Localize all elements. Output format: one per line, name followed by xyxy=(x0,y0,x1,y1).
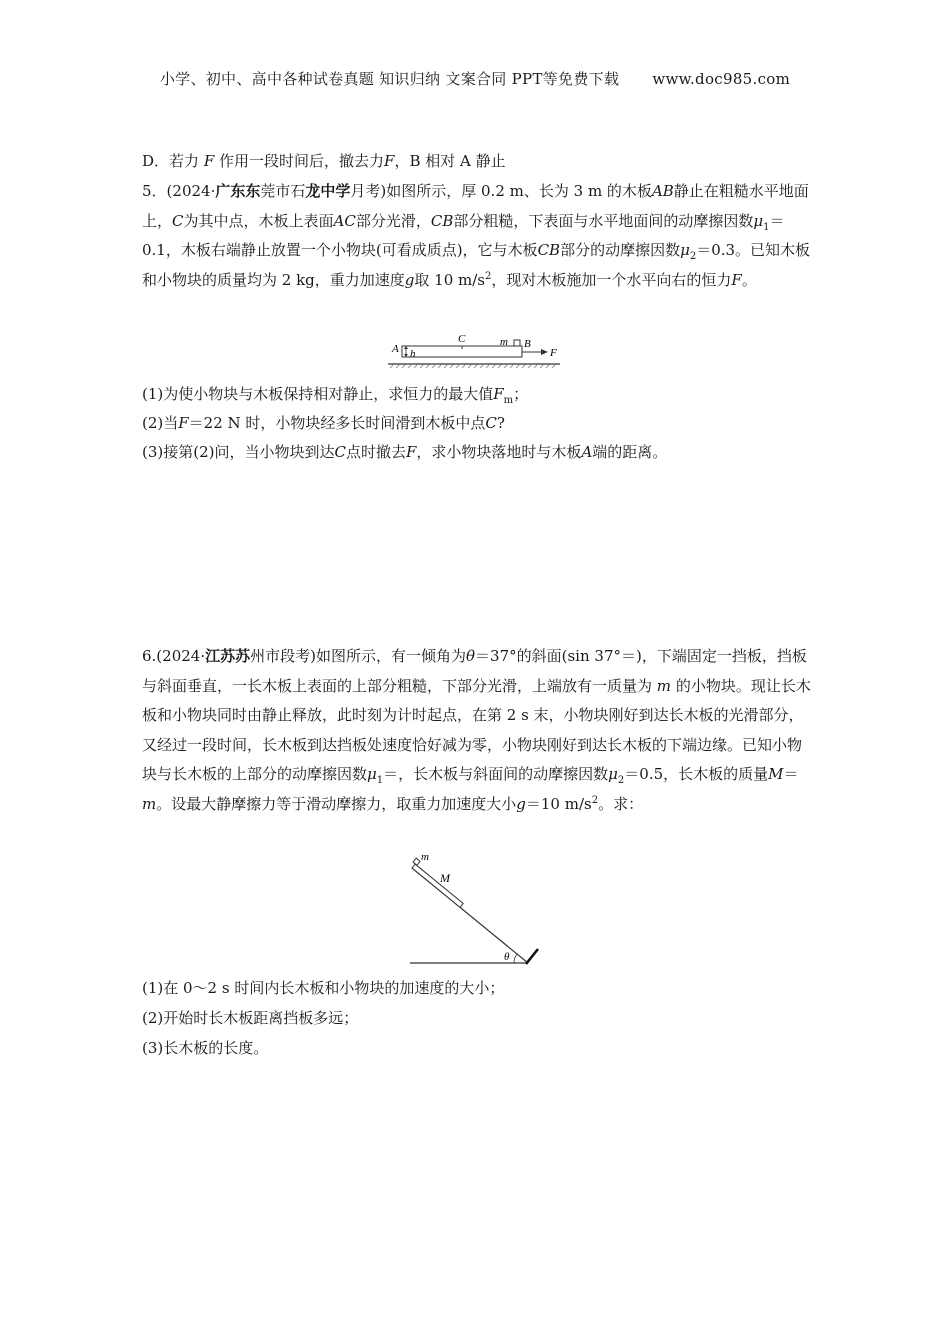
incline-diagram xyxy=(400,848,550,968)
header-text: 小学、初中、高中各种试卷真题 知识归纳 文案合同 PPT等免费下载 xyxy=(159,70,620,88)
question-5-stem: 5．(2024·广东东莞市石龙中学月考)如图所示，厚 0.2 m、长为 3 m 的木板AB静止在粗糙水平地面上，C为其中点，木板上表面AC部分光滑，CB部分粗糙，下表面与水平地面间的动摩擦因数$\mu_1=0.1$，木板右端静止放置一个小物块(可看成质点)，它与木板CB部分的动摩擦因数$\mu_2=0.3$。已知木板和小物块的质量均为 2 kg，重力加速度g取 10 $m/s^2$，现对木板施加一个水平向右的恒力F。 xyxy=(142,182,811,289)
question-5-sub-1: (1)为使小物块与木板保持相对静止，求恒力的最大值$F_m$； xyxy=(142,385,529,406)
force-arrow-head xyxy=(541,349,548,355)
page-header xyxy=(0,68,950,89)
question-6-sub-3: (3)长木板的长度。 xyxy=(142,1039,269,1057)
long-plank xyxy=(412,864,463,907)
ground-hatch xyxy=(390,364,556,368)
option-d: D．若力 F 作用一段时间后，撤去力F，B 相对 A 静止 xyxy=(142,152,506,170)
question-5-sub-2: (2)当F＝22 N 时，小物块经多长时间滑到木板中点C? xyxy=(142,414,505,432)
label-m: m xyxy=(500,336,508,348)
question-6-sub-2: (2)开始时长木板距离挡板多远； xyxy=(142,1009,359,1027)
label-C: C xyxy=(458,333,466,345)
label-B: B xyxy=(524,338,531,350)
block-m xyxy=(413,858,420,865)
label-A: A xyxy=(392,343,399,355)
question-5-sub-3: (3)接第(2)问，当小物块到达C点时撤去F，求小物块落地时与木板A端的距离。 xyxy=(142,443,668,461)
small-block xyxy=(514,340,520,346)
question-6-sub-1: (1)在 0～2 s 时间内长木板和小物块的加速度的大小； xyxy=(142,979,505,997)
question-6-stem: 6.(2024·江苏苏州市段考)如图所示，有一倾角为θ＝37°的斜面(sin 37°＝)，下端固定一挡板，挡板与斜面垂直，一长木板上表面的上部分粗糙，下部分光滑，上端放有一质量为 m 的小物块。现让长木板和小物块同时由静止释放，此时刻为计时起点，在第 2 s 末，小物块刚好到达长木板的光滑部分，又经过一段时间，长木板到达挡板处速度恰好减为零，小物块刚好到达长木板的下端边缘。已知小物块与长木板的上部分的动摩擦因数$\mu_1=$，长木板与斜面间的动摩擦因数$\mu_2=0.5$，长木板的质量M＝m。设最大静摩擦力等于滑动摩擦力，取重力加速度大小g＝10 $m/s^2$。求： xyxy=(142,647,811,813)
label-theta: θ xyxy=(504,951,510,963)
plank-diagram xyxy=(388,330,568,370)
stopper-plate xyxy=(526,949,538,964)
label-m: m xyxy=(421,851,429,863)
label-F: F xyxy=(550,347,557,359)
header-site-link[interactable]: www.doc985.com xyxy=(652,70,791,88)
label-M: M xyxy=(440,871,450,885)
label-h: h xyxy=(410,348,416,360)
angle-arc xyxy=(514,954,517,963)
